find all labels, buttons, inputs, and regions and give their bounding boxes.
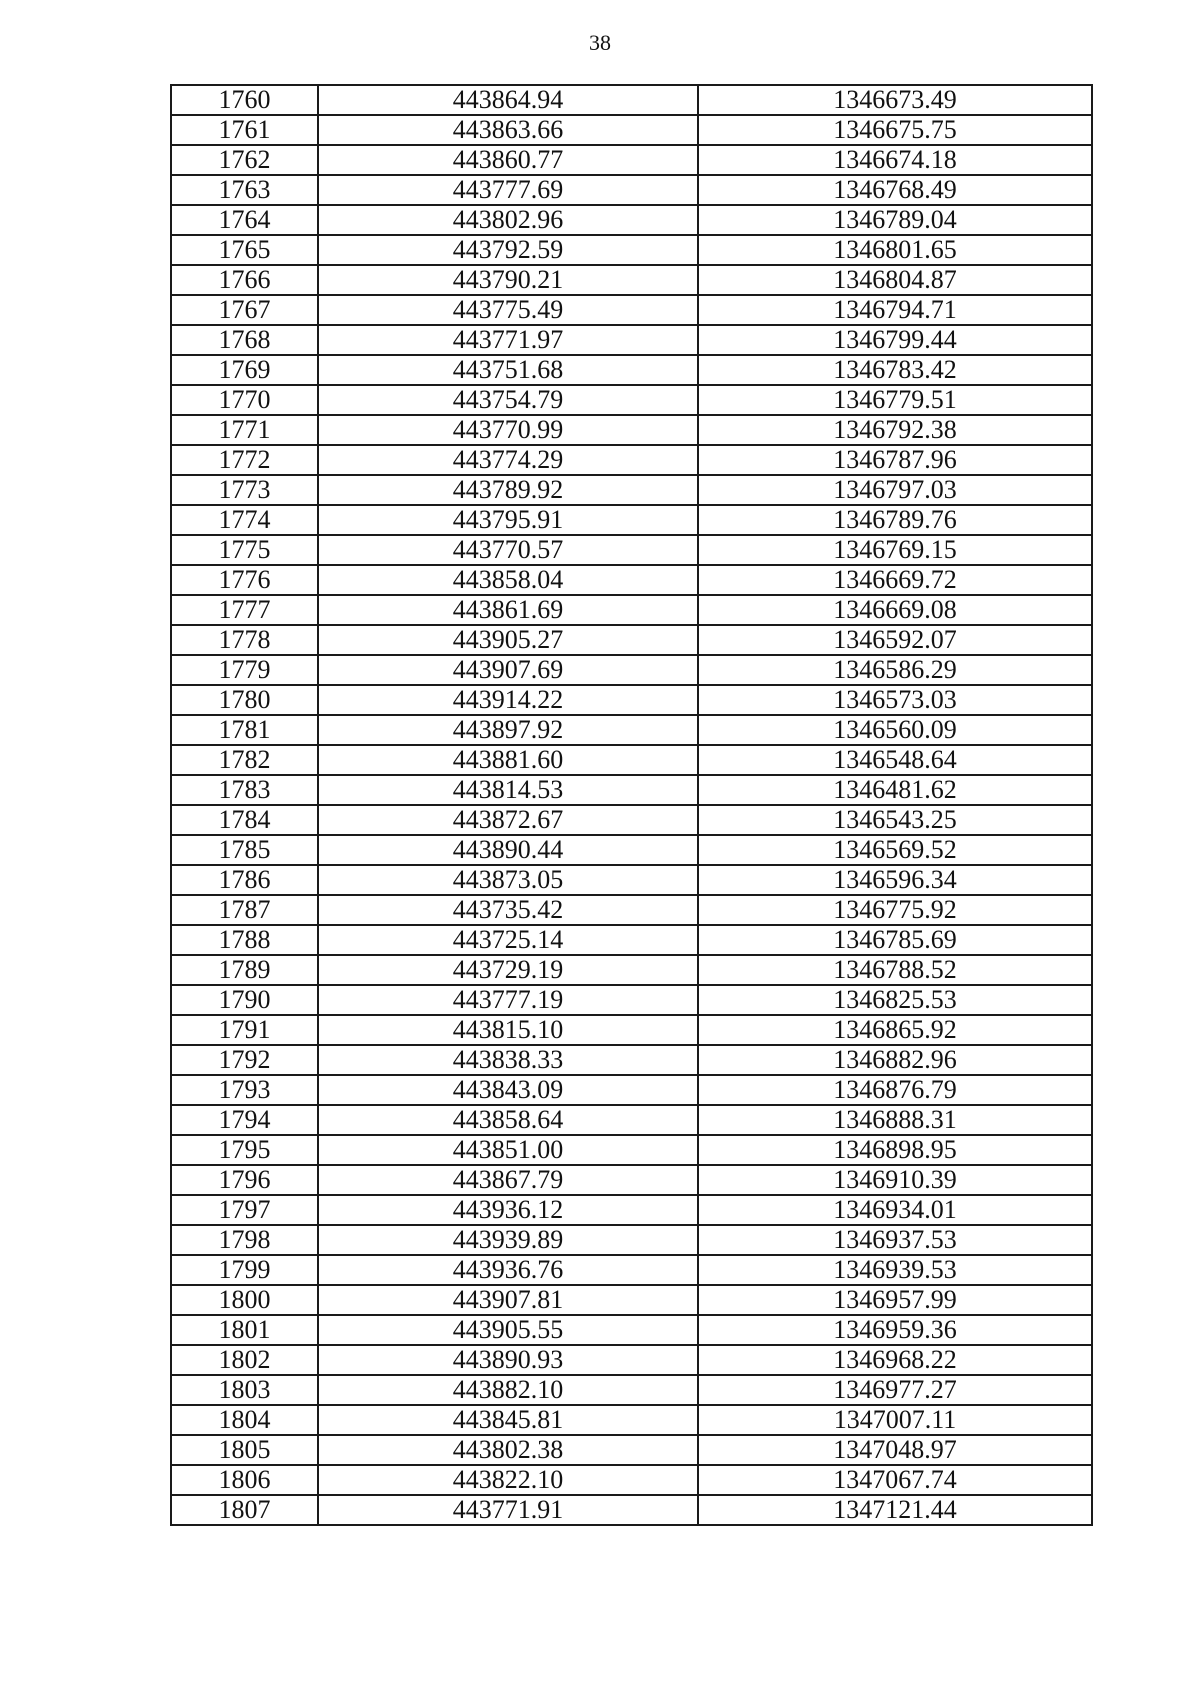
x-coordinate-cell: 443858.04 [318, 565, 698, 595]
y-coordinate-cell: 1346888.31 [698, 1105, 1092, 1135]
table-row [171, 355, 1092, 385]
point-number-cell: 1775 [171, 535, 318, 565]
y-coordinate-cell: 1347007.11 [698, 1405, 1092, 1435]
point-number-cell: 1781 [171, 715, 318, 745]
x-coordinate-cell: 443770.57 [318, 535, 698, 565]
point-number-cell: 1800 [171, 1285, 318, 1315]
y-coordinate-cell: 1346977.27 [698, 1375, 1092, 1405]
table-row [171, 1015, 1092, 1045]
point-number-cell: 1794 [171, 1105, 318, 1135]
table-row [171, 1135, 1092, 1165]
x-coordinate-cell: 443770.99 [318, 415, 698, 445]
point-number-cell: 1765 [171, 235, 318, 265]
x-coordinate-cell: 443936.12 [318, 1195, 698, 1225]
x-coordinate-cell: 443777.69 [318, 175, 698, 205]
table-row [171, 625, 1092, 655]
y-coordinate-cell: 1346675.75 [698, 115, 1092, 145]
y-coordinate-cell: 1346569.52 [698, 835, 1092, 865]
x-coordinate-cell: 443907.81 [318, 1285, 698, 1315]
point-number-cell: 1795 [171, 1135, 318, 1165]
y-coordinate-cell: 1346825.53 [698, 985, 1092, 1015]
x-coordinate-cell: 443802.38 [318, 1435, 698, 1465]
point-number-cell: 1784 [171, 805, 318, 835]
point-number-cell: 1790 [171, 985, 318, 1015]
y-coordinate-cell: 1346910.39 [698, 1165, 1092, 1195]
table-row [171, 115, 1092, 145]
point-number-cell: 1770 [171, 385, 318, 415]
y-coordinate-cell: 1346882.96 [698, 1045, 1092, 1075]
table-row [171, 1405, 1092, 1435]
table-row [171, 1165, 1092, 1195]
point-number-cell: 1793 [171, 1075, 318, 1105]
y-coordinate-cell: 1346481.62 [698, 775, 1092, 805]
point-number-cell: 1760 [171, 85, 318, 115]
y-coordinate-cell: 1346775.92 [698, 895, 1092, 925]
table-row [171, 85, 1092, 115]
y-coordinate-cell: 1346543.25 [698, 805, 1092, 835]
x-coordinate-cell: 443843.09 [318, 1075, 698, 1105]
x-coordinate-cell: 443863.66 [318, 115, 698, 145]
table-row [171, 445, 1092, 475]
point-number-cell: 1778 [171, 625, 318, 655]
y-coordinate-cell: 1346804.87 [698, 265, 1092, 295]
point-number-cell: 1780 [171, 685, 318, 715]
y-coordinate-cell: 1347048.97 [698, 1435, 1092, 1465]
x-coordinate-cell: 443897.92 [318, 715, 698, 745]
point-number-cell: 1792 [171, 1045, 318, 1075]
y-coordinate-cell: 1346669.72 [698, 565, 1092, 595]
x-coordinate-cell: 443777.19 [318, 985, 698, 1015]
table-row [171, 145, 1092, 175]
table-row [171, 835, 1092, 865]
y-coordinate-cell: 1346787.96 [698, 445, 1092, 475]
coordinates-table-body [171, 85, 1092, 1525]
x-coordinate-cell: 443864.94 [318, 85, 698, 115]
table-row [171, 1435, 1092, 1465]
y-coordinate-cell: 1346799.44 [698, 325, 1092, 355]
x-coordinate-cell: 443771.91 [318, 1495, 698, 1525]
point-number-cell: 1806 [171, 1465, 318, 1495]
x-coordinate-cell: 443751.68 [318, 355, 698, 385]
point-number-cell: 1767 [171, 295, 318, 325]
table-row [171, 1495, 1092, 1525]
table-row [171, 265, 1092, 295]
x-coordinate-cell: 443845.81 [318, 1405, 698, 1435]
x-coordinate-cell: 443914.22 [318, 685, 698, 715]
point-number-cell: 1805 [171, 1435, 318, 1465]
point-number-cell: 1801 [171, 1315, 318, 1345]
y-coordinate-cell: 1346898.95 [698, 1135, 1092, 1165]
x-coordinate-cell: 443815.10 [318, 1015, 698, 1045]
table-row [171, 1375, 1092, 1405]
x-coordinate-cell: 443725.14 [318, 925, 698, 955]
y-coordinate-cell: 1346586.29 [698, 655, 1092, 685]
table-row [171, 475, 1092, 505]
table-row [171, 1045, 1092, 1075]
table-row [171, 415, 1092, 445]
point-number-cell: 1796 [171, 1165, 318, 1195]
table-row [171, 775, 1092, 805]
table-row [171, 925, 1092, 955]
y-coordinate-cell: 1346789.04 [698, 205, 1092, 235]
point-number-cell: 1791 [171, 1015, 318, 1045]
y-coordinate-cell: 1346794.71 [698, 295, 1092, 325]
table-row [171, 685, 1092, 715]
table-row [171, 1315, 1092, 1345]
x-coordinate-cell: 443936.76 [318, 1255, 698, 1285]
table-row [171, 595, 1092, 625]
point-number-cell: 1803 [171, 1375, 318, 1405]
x-coordinate-cell: 443890.93 [318, 1345, 698, 1375]
x-coordinate-cell: 443729.19 [318, 955, 698, 985]
y-coordinate-cell: 1346968.22 [698, 1345, 1092, 1375]
x-coordinate-cell: 443774.29 [318, 445, 698, 475]
x-coordinate-cell: 443822.10 [318, 1465, 698, 1495]
x-coordinate-cell: 443735.42 [318, 895, 698, 925]
y-coordinate-cell: 1346801.65 [698, 235, 1092, 265]
x-coordinate-cell: 443860.77 [318, 145, 698, 175]
point-number-cell: 1798 [171, 1225, 318, 1255]
x-coordinate-cell: 443775.49 [318, 295, 698, 325]
y-coordinate-cell: 1346548.64 [698, 745, 1092, 775]
point-number-cell: 1772 [171, 445, 318, 475]
x-coordinate-cell: 443795.91 [318, 505, 698, 535]
y-coordinate-cell: 1346673.49 [698, 85, 1092, 115]
point-number-cell: 1764 [171, 205, 318, 235]
table-row [171, 715, 1092, 745]
table-row [171, 535, 1092, 565]
x-coordinate-cell: 443890.44 [318, 835, 698, 865]
point-number-cell: 1797 [171, 1195, 318, 1225]
x-coordinate-cell: 443814.53 [318, 775, 698, 805]
x-coordinate-cell: 443872.67 [318, 805, 698, 835]
x-coordinate-cell: 443867.79 [318, 1165, 698, 1195]
x-coordinate-cell: 443905.55 [318, 1315, 698, 1345]
table-row [171, 235, 1092, 265]
y-coordinate-cell: 1346783.42 [698, 355, 1092, 385]
table-row [171, 1255, 1092, 1285]
y-coordinate-cell: 1346792.38 [698, 415, 1092, 445]
table-row [171, 565, 1092, 595]
coordinates-table [170, 84, 1093, 1526]
table-row [171, 175, 1092, 205]
point-number-cell: 1761 [171, 115, 318, 145]
point-number-cell: 1799 [171, 1255, 318, 1285]
y-coordinate-cell: 1346768.49 [698, 175, 1092, 205]
y-coordinate-cell: 1346789.76 [698, 505, 1092, 535]
y-coordinate-cell: 1346937.53 [698, 1225, 1092, 1255]
point-number-cell: 1802 [171, 1345, 318, 1375]
point-number-cell: 1776 [171, 565, 318, 595]
table-row [171, 655, 1092, 685]
point-number-cell: 1788 [171, 925, 318, 955]
table-row [171, 1195, 1092, 1225]
y-coordinate-cell: 1346669.08 [698, 595, 1092, 625]
table-row [171, 1465, 1092, 1495]
y-coordinate-cell: 1346959.36 [698, 1315, 1092, 1345]
y-coordinate-cell: 1347121.44 [698, 1495, 1092, 1525]
point-number-cell: 1787 [171, 895, 318, 925]
y-coordinate-cell: 1346797.03 [698, 475, 1092, 505]
y-coordinate-cell: 1347067.74 [698, 1465, 1092, 1495]
y-coordinate-cell: 1346939.53 [698, 1255, 1092, 1285]
x-coordinate-cell: 443873.05 [318, 865, 698, 895]
x-coordinate-cell: 443789.92 [318, 475, 698, 505]
point-number-cell: 1769 [171, 355, 318, 385]
table-row [171, 1075, 1092, 1105]
table-row [171, 895, 1092, 925]
table-row [171, 865, 1092, 895]
table-row [171, 385, 1092, 415]
point-number-cell: 1789 [171, 955, 318, 985]
y-coordinate-cell: 1346592.07 [698, 625, 1092, 655]
x-coordinate-cell: 443861.69 [318, 595, 698, 625]
y-coordinate-cell: 1346788.52 [698, 955, 1092, 985]
table-row [171, 805, 1092, 835]
y-coordinate-cell: 1346573.03 [698, 685, 1092, 715]
point-number-cell: 1786 [171, 865, 318, 895]
point-number-cell: 1773 [171, 475, 318, 505]
table-row [171, 1285, 1092, 1315]
table-row [171, 1225, 1092, 1255]
point-number-cell: 1779 [171, 655, 318, 685]
x-coordinate-cell: 443907.69 [318, 655, 698, 685]
point-number-cell: 1774 [171, 505, 318, 535]
point-number-cell: 1766 [171, 265, 318, 295]
table-row [171, 955, 1092, 985]
x-coordinate-cell: 443802.96 [318, 205, 698, 235]
point-number-cell: 1782 [171, 745, 318, 775]
point-number-cell: 1771 [171, 415, 318, 445]
x-coordinate-cell: 443771.97 [318, 325, 698, 355]
table-row [171, 205, 1092, 235]
x-coordinate-cell: 443939.89 [318, 1225, 698, 1255]
x-coordinate-cell: 443905.27 [318, 625, 698, 655]
x-coordinate-cell: 443792.59 [318, 235, 698, 265]
x-coordinate-cell: 443790.21 [318, 265, 698, 295]
x-coordinate-cell: 443882.10 [318, 1375, 698, 1405]
point-number-cell: 1762 [171, 145, 318, 175]
table-row [171, 325, 1092, 355]
y-coordinate-cell: 1346785.69 [698, 925, 1092, 955]
point-number-cell: 1768 [171, 325, 318, 355]
y-coordinate-cell: 1346876.79 [698, 1075, 1092, 1105]
table-row [171, 985, 1092, 1015]
table-row [171, 505, 1092, 535]
table-row [171, 1105, 1092, 1135]
table-row [171, 1345, 1092, 1375]
point-number-cell: 1804 [171, 1405, 318, 1435]
y-coordinate-cell: 1346865.92 [698, 1015, 1092, 1045]
table-row [171, 295, 1092, 325]
point-number-cell: 1783 [171, 775, 318, 805]
page-number: 38 [589, 30, 611, 55]
x-coordinate-cell: 443881.60 [318, 745, 698, 775]
y-coordinate-cell: 1346957.99 [698, 1285, 1092, 1315]
y-coordinate-cell: 1346779.51 [698, 385, 1092, 415]
table-row [171, 745, 1092, 775]
point-number-cell: 1777 [171, 595, 318, 625]
y-coordinate-cell: 1346560.09 [698, 715, 1092, 745]
y-coordinate-cell: 1346596.34 [698, 865, 1092, 895]
point-number-cell: 1763 [171, 175, 318, 205]
x-coordinate-cell: 443851.00 [318, 1135, 698, 1165]
y-coordinate-cell: 1346934.01 [698, 1195, 1092, 1225]
point-number-cell: 1785 [171, 835, 318, 865]
y-coordinate-cell: 1346769.15 [698, 535, 1092, 565]
y-coordinate-cell: 1346674.18 [698, 145, 1092, 175]
point-number-cell: 1807 [171, 1495, 318, 1525]
x-coordinate-cell: 443838.33 [318, 1045, 698, 1075]
x-coordinate-cell: 443858.64 [318, 1105, 698, 1135]
x-coordinate-cell: 443754.79 [318, 385, 698, 415]
